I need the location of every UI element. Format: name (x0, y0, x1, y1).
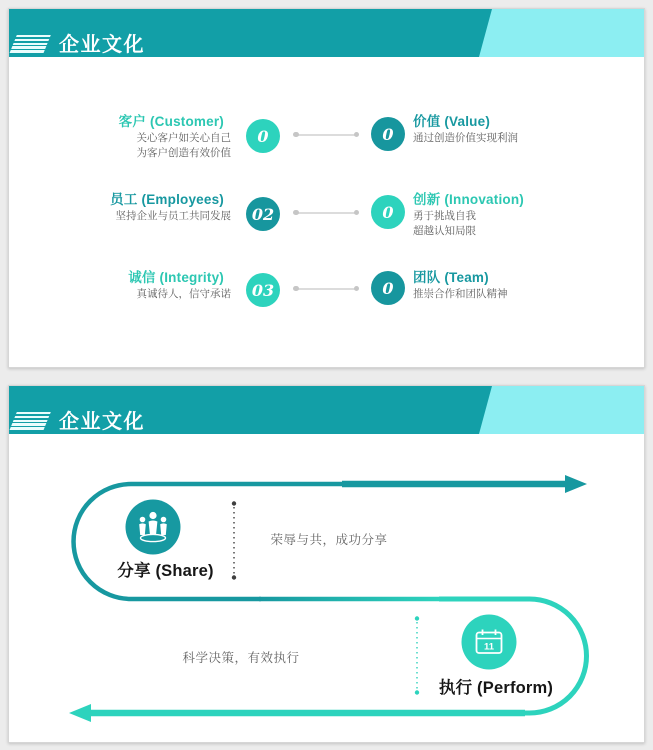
slide-2[interactable] (8, 385, 645, 743)
stripes-icon (9, 35, 51, 54)
number-badge: 0 (246, 119, 280, 153)
number-badge: 03 (246, 273, 280, 307)
calendar-day: 11 (483, 641, 495, 653)
top-arrowhead-icon (565, 475, 587, 493)
value-title-integrity: 诚信 (Integrity) (128, 270, 224, 285)
value-desc-integrity: 真诚待人，信守承诺 (136, 288, 231, 300)
value-desc-customer: 关心客户如关心自己 为客户创造有效价值 (136, 132, 231, 159)
value-desc-value: 通过创造价值实现利润 (413, 132, 518, 144)
value-desc-team: 推崇合作和团队精神 (413, 288, 508, 300)
value-title-employees: 员工 (Employees) (110, 192, 224, 207)
page-title: 企业文化 (59, 411, 145, 433)
share-caption: 荣辱与共，成功分享 (270, 533, 388, 547)
number-badge: 0 (371, 271, 405, 305)
page-title: 企业文化 (59, 34, 145, 56)
slide-header (9, 9, 644, 57)
value-desc-employees: 坚持企业与员工共同发展 (115, 210, 231, 222)
header-accent-shape (479, 9, 644, 57)
connector-line (296, 288, 356, 290)
share-label: 分享 (Share) (117, 562, 214, 580)
value-title-customer: 客户 (Customer) (118, 114, 224, 129)
bottom-arrowhead-icon (69, 704, 91, 722)
value-title-team: 团队 (Team) (413, 270, 489, 285)
connector-line (296, 134, 356, 136)
value-desc-innovation: 勇于挑战自我 超越认知局限 (413, 210, 476, 237)
value-title-innovation: 创新 (Innovation) (413, 192, 524, 207)
perform-label: 执行 (Perform) (438, 679, 554, 697)
number-badge: 0 (371, 117, 405, 151)
connector-line (296, 212, 356, 214)
slide-1[interactable] (8, 8, 645, 368)
perform-caption: 科学决策，有效执行 (182, 651, 300, 665)
number-badge: 02 (246, 197, 280, 231)
value-title-value: 价值 (Value) (413, 114, 491, 129)
number-badge: 0 (371, 195, 405, 229)
